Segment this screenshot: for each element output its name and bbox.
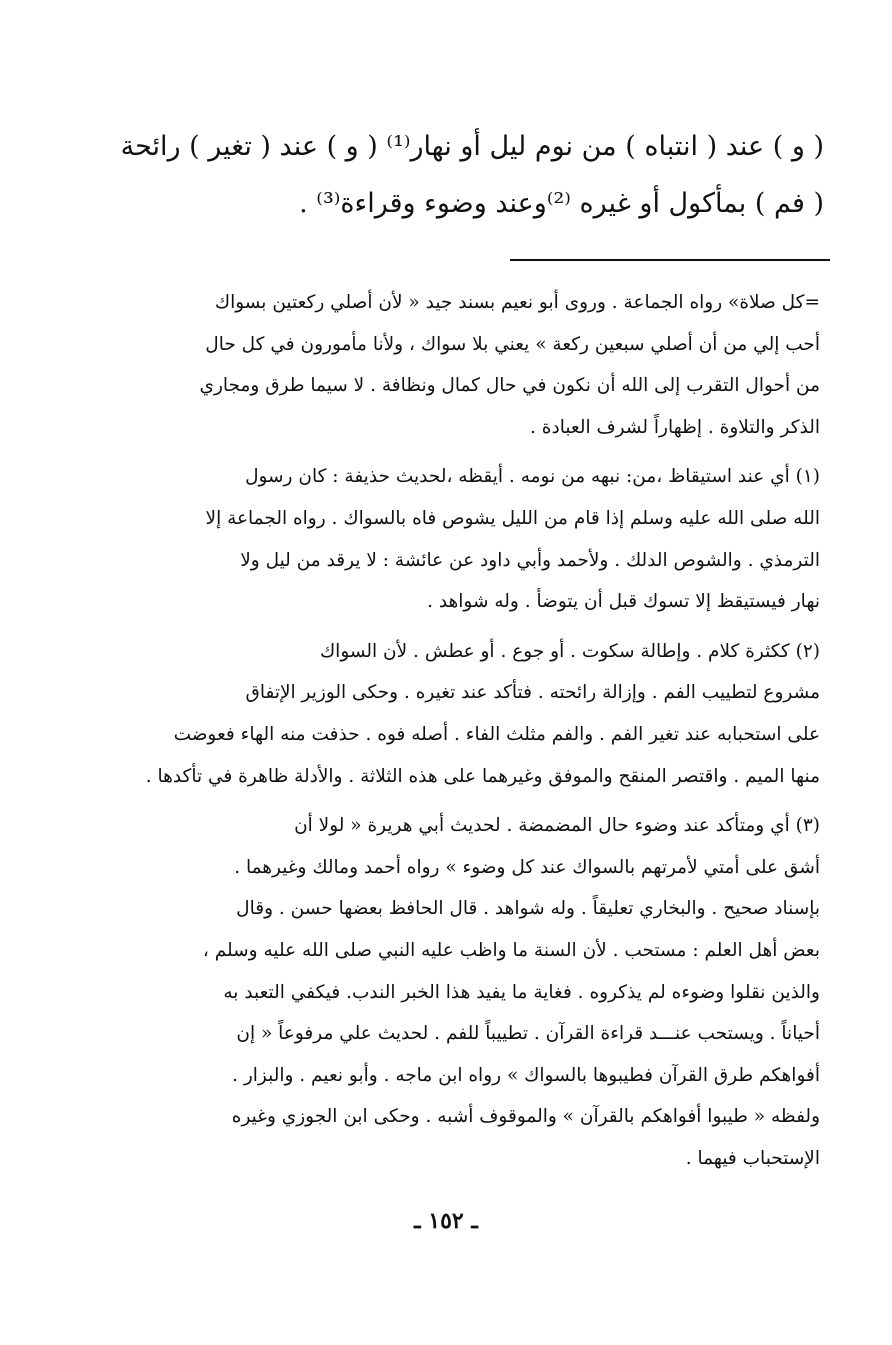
footnote-line: بعض أهل العلم : مستحب . لأن السنة ما واظب عليه النبي صلى الله عليه وسلم ،	[202, 939, 820, 961]
footnote-1	[102, 456, 820, 622]
footnote-line: أشق على أمتي لأمرتهم بالسواك عند كل وضوء » رواه أحمد ومالك وغيرهما .	[234, 856, 820, 878]
main-text-line: ( فم ) بمأكول أو غيره ⁽²⁾وعند وضوء وقراءة⁽³⁾ .	[299, 188, 824, 219]
footnote-line: =كل صلاة» رواه الجماعة . وروى أبو نعيم بسند جيد « لأن أصلي ركعتين بسواك	[214, 292, 820, 313]
footnote-2	[102, 631, 820, 797]
footnote-line: الذكر والتلاوة . إظهاراً لشرف العبادة .	[530, 416, 820, 438]
page-number: ـ ١٥٢ ـ	[414, 1208, 478, 1234]
footnote-line: من أحوال التقرب إلى الله أن نكون في حال كمال ونظافة . لا سيما طرق ومجاري	[199, 375, 820, 397]
footnotes	[102, 282, 820, 1179]
footnote-3	[102, 805, 820, 1179]
main-text-line: ( و ) عند ( انتباه ) من نوم ليل أو نهار⁽¹⁾ ( و ) عند ( تغير ) رائحة	[120, 131, 824, 162]
footnote-line: (١) أي عند استيقاظ ،من: نبهه من نومه . أيقظه ،لحديث حذيفة : كان رسول	[245, 466, 820, 488]
footnote-line: مشروع لتطييب الفم . وإزالة رائحته . فتأكد عند تغيره . وحكى الوزير الإتفاق	[245, 682, 820, 704]
footnote-line: والذين نقلوا وضوءه لم يذكروه . فغاية ما يفيد هذا الخبر الندب. فيكفي التعبد به	[223, 981, 820, 1003]
footnote-line: أفواهكم طرق القرآن فطيبوها بالسواك » رواه ابن ماجه . وأبو نعيم . والبزار .	[232, 1064, 820, 1086]
footnote-line: أحياناً . ويستحب عنـــد قراءة القرآن . تطييباً للفم . لحديث علي مرفوعاً « إن	[236, 1023, 820, 1045]
footnote-line: أحب إلي من أن أصلي سبعين ركعة » يعني بلا سواك ، ولأنا مأمورون في كل حال	[205, 333, 820, 355]
footnote-separator	[510, 259, 830, 261]
footnote-line: منها الميم . واقتصر المنقح والموفق وغيرهما على هذه الثلاثة . والأدلة ظاهرة في تأكدها .	[145, 765, 820, 787]
footnote-line: على استحبابه عند تغير الفم . والفم مثلث الفاء . أصله فوه . حذفت منه الهاء فعوضت	[173, 723, 820, 745]
main-text	[98, 118, 824, 232]
footnote-line: بإسناد صحيح . والبخاري تعليقاً . وله شواهد . قال الحافظ بعضها حسن . وقال	[236, 898, 820, 920]
footnote-line: (٣) أي ومتأكد عند وضوء حال المضمضة . لحديث أبي هريرة « لولا أن	[294, 815, 820, 837]
footnote-line: الله صلى الله عليه وسلم إذا قام من الليل يشوص فاه بالسواك . رواه الجماعة إلا	[205, 507, 820, 529]
footnote-line: الإستحباب فيهما .	[685, 1147, 820, 1169]
footnote-line: الترمذي . والشوص الدلك . ولأحمد وأبي داود عن عائشة : لا يرقد من ليل ولا	[240, 549, 820, 571]
footnote-line: (٢) ككثرة كلام . وإطالة سكوت . أو جوع . أو عطش . لأن السواك	[319, 640, 820, 662]
footnote-line: ولفظه « طيبوا أفواهكم بالقرآن » والموقوف أشبه . وحكى ابن الجوزي وغيره	[231, 1106, 820, 1128]
footnote-continuation	[102, 282, 820, 448]
footnote-line: نهار فيستيقظ إلا تسوك قبل أن يتوضأ . وله شواهد .	[427, 591, 820, 613]
